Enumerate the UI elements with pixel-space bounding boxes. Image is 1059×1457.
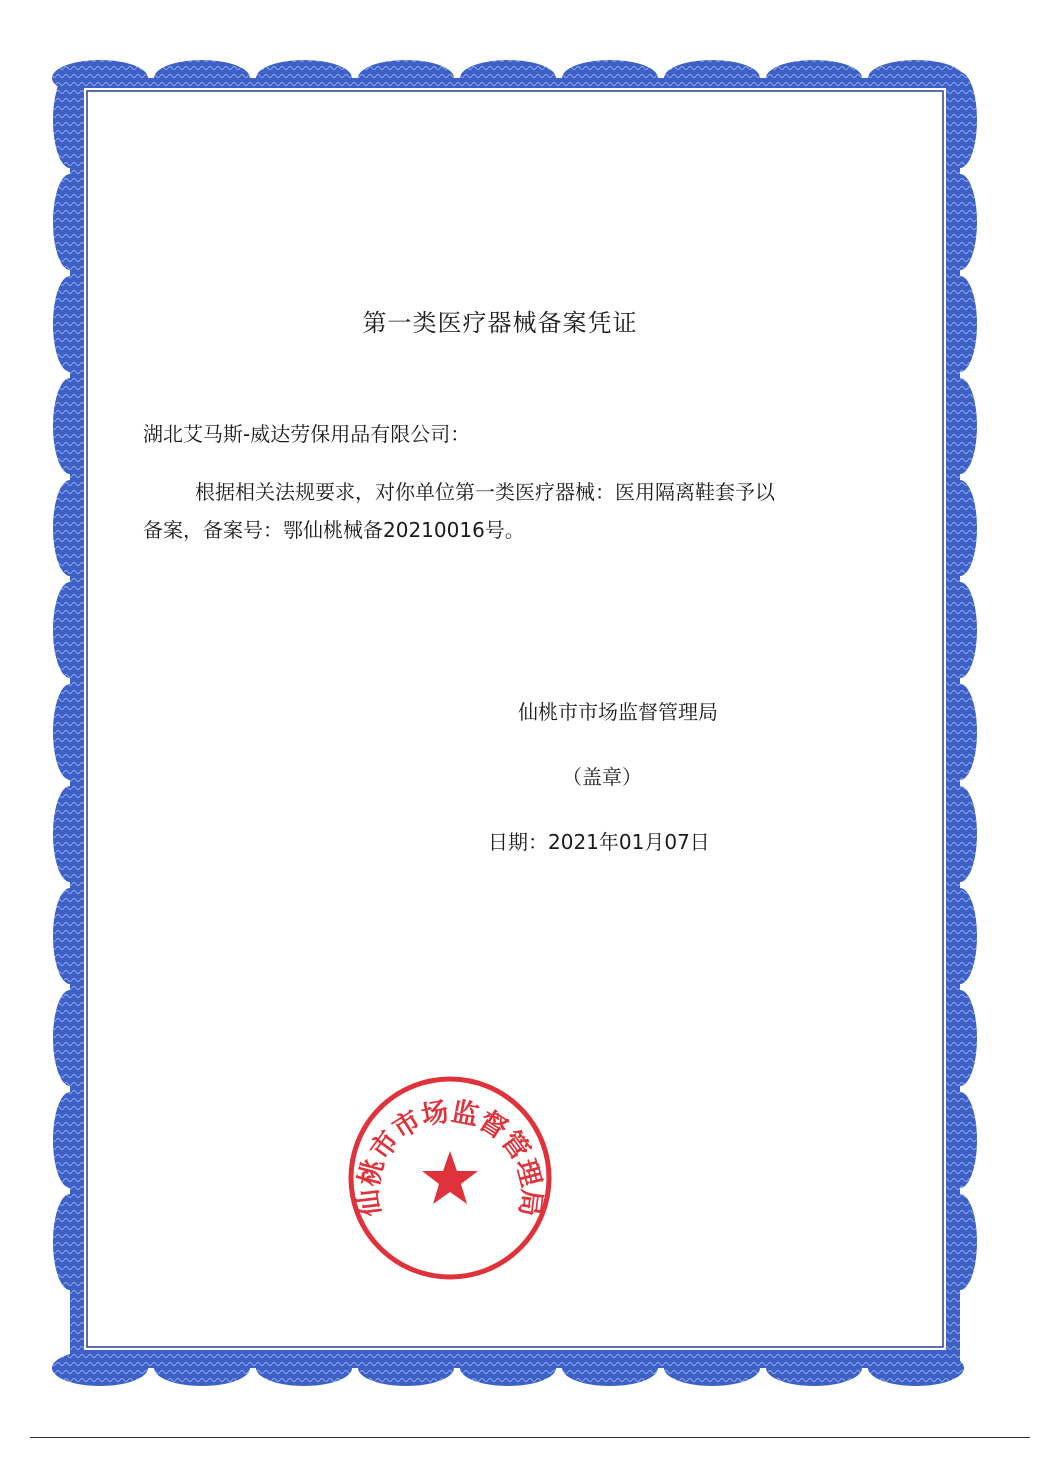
seal-text: 仙桃市市场监督管理局: [353, 1096, 547, 1219]
body-text-line-2: 备案，备案号：鄂仙桃械备20210016号。: [143, 518, 525, 542]
document-title: 第一类医疗器械备案凭证: [362, 309, 638, 337]
body-text-line-1: 根据相关法规要求，对你单位第一类医疗器械：医用隔离鞋套予以: [195, 480, 775, 504]
star-icon: [422, 1151, 478, 1204]
divider: [30, 1437, 1030, 1438]
official-seal: [345, 1073, 555, 1283]
seal-note: （盖章）: [562, 765, 642, 789]
issue-date: 日期：2021年01月07日: [488, 830, 710, 854]
issuing-authority: 仙桃市市场监督管理局: [518, 700, 718, 724]
addressee: 湖北艾马斯-威达劳保用品有限公司：: [143, 422, 471, 446]
